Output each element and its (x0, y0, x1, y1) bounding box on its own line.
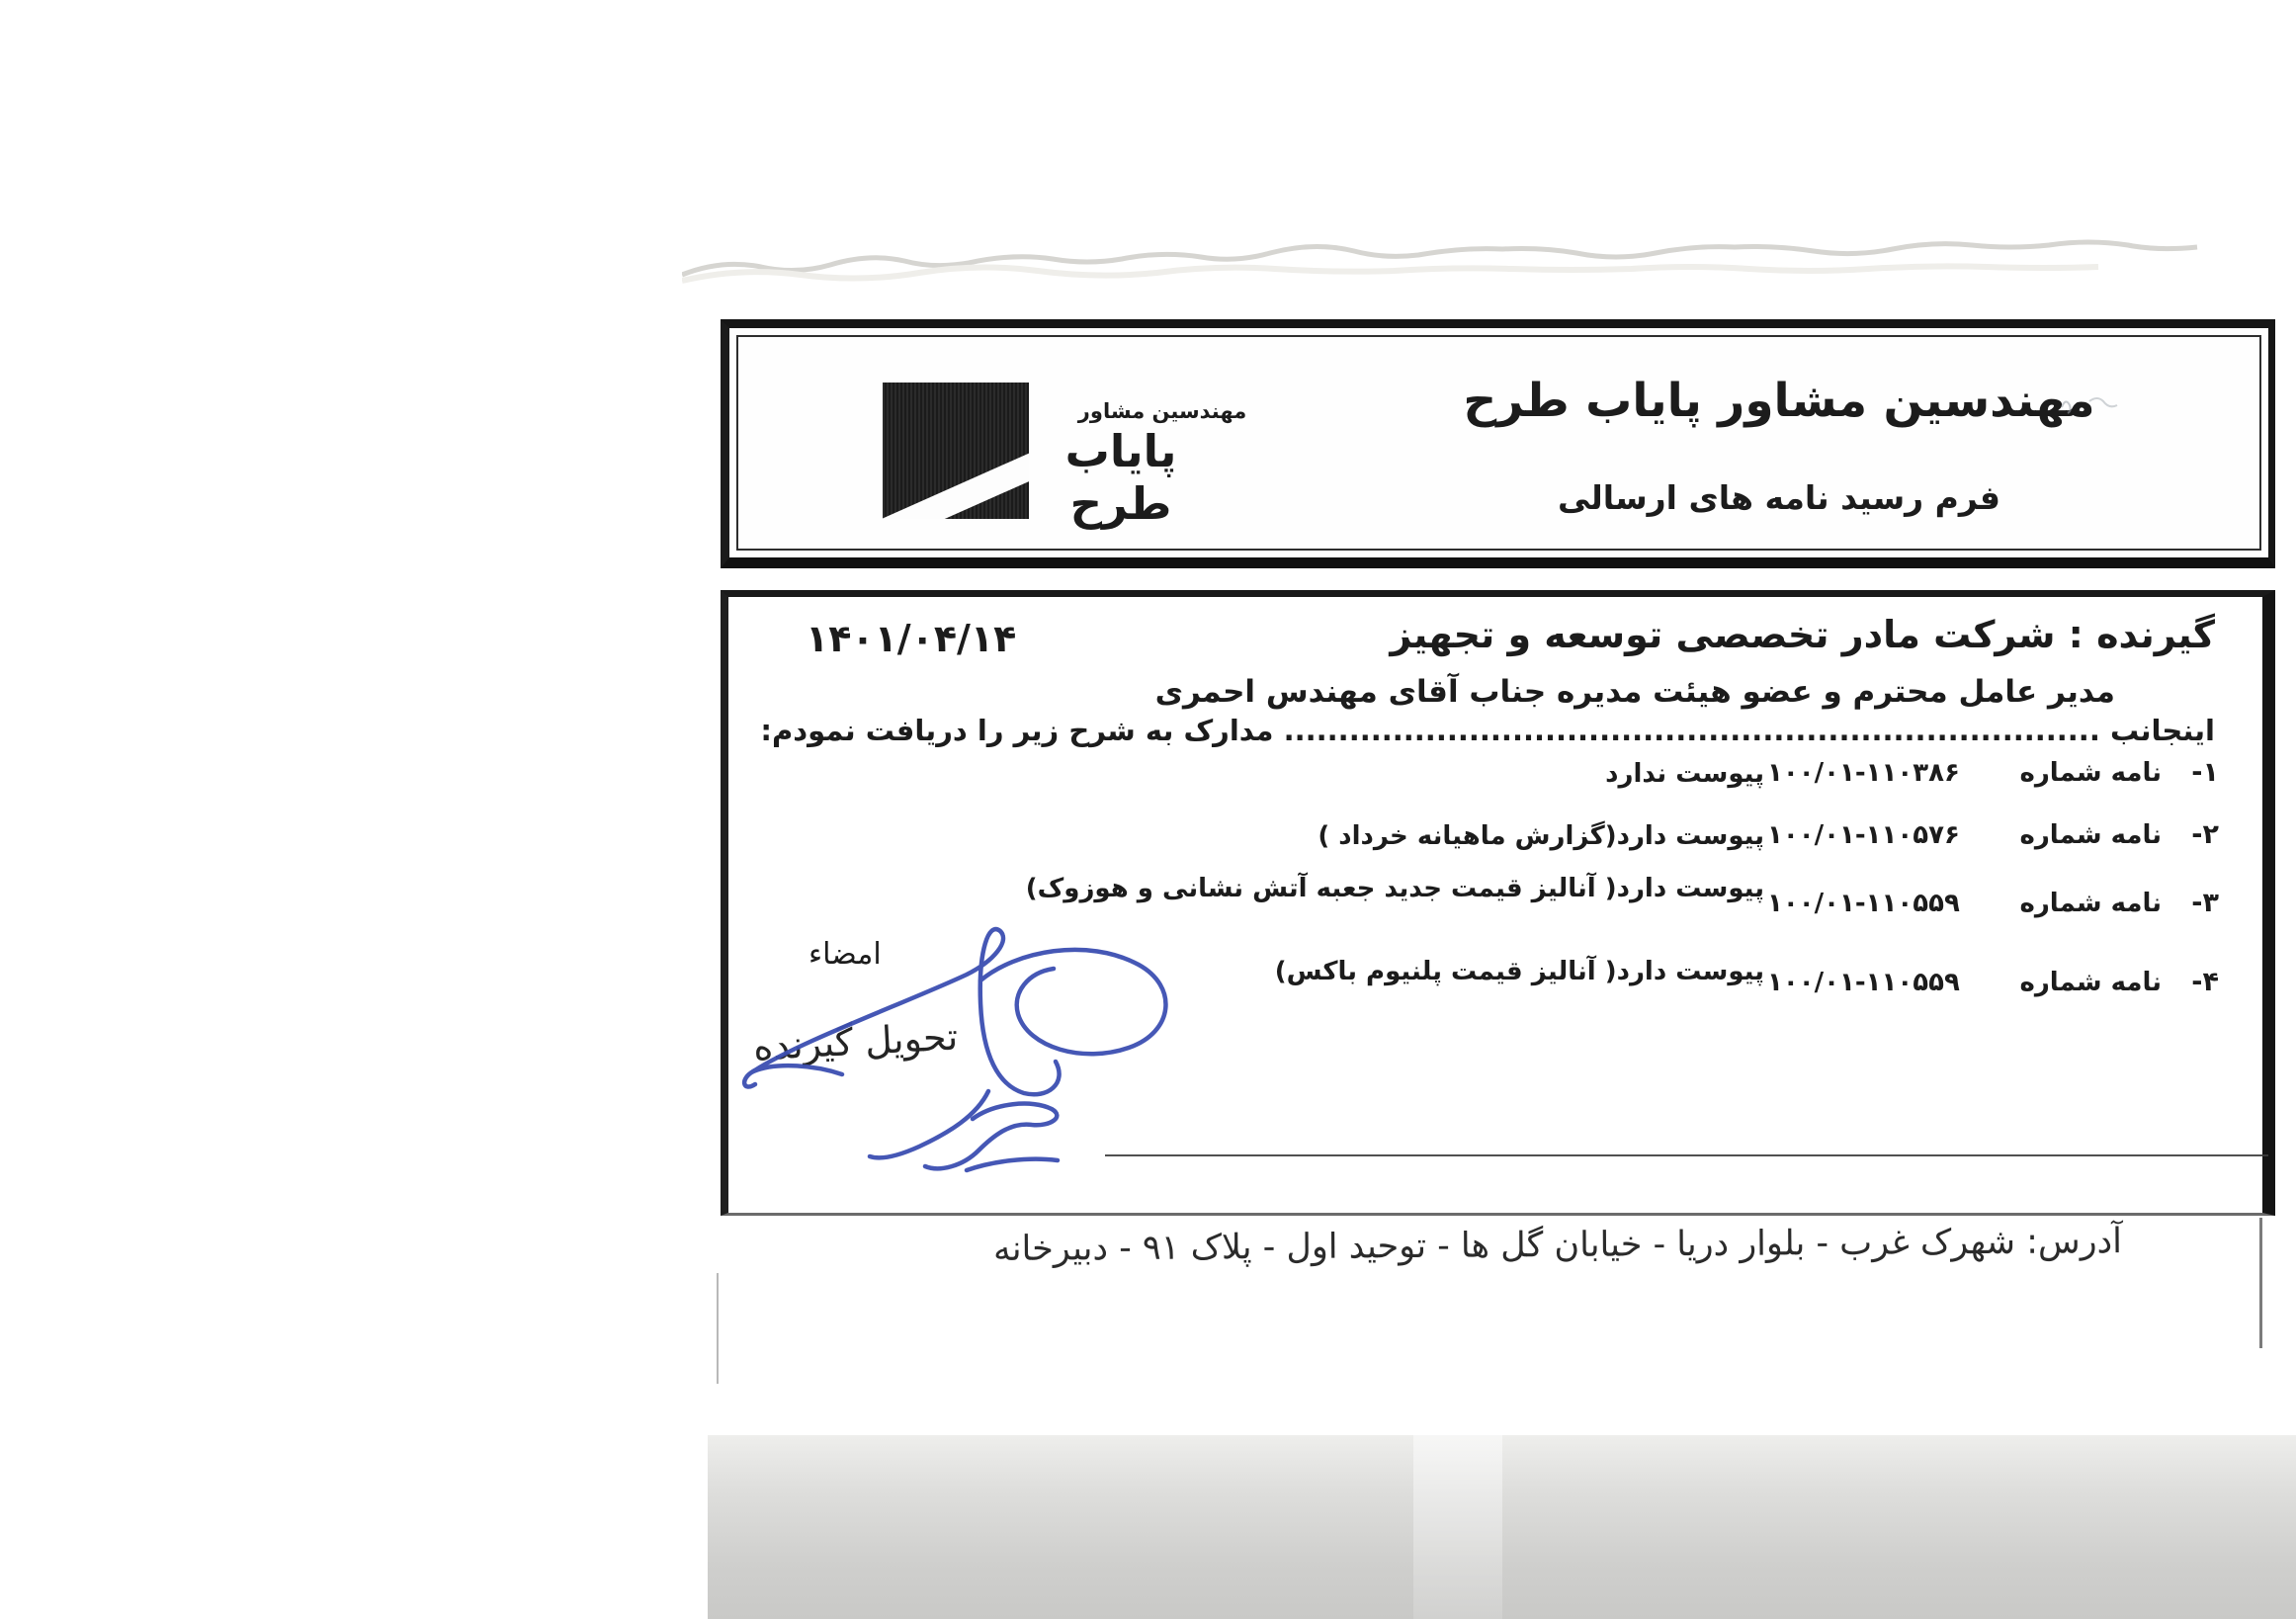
letter-label: نامه شماره (2019, 889, 2162, 918)
declaration-prefix: اینجانب (2099, 714, 2215, 747)
page-subtitle: فرم رسید نامه های ارسالی (1558, 478, 2000, 517)
attachment-note: پیوست دارد(گزارش ماهیانه خرداد ) (1318, 821, 1764, 851)
letter-label: نامه شماره (2019, 758, 2162, 788)
page-title: مهندسین مشاور پایاب طرح (1463, 374, 2095, 428)
declaration-line (760, 714, 2215, 747)
logo-wordmark-small: مهندسین مشاور (1077, 399, 1247, 423)
row-number: ۱- (2191, 757, 2219, 788)
signature-rule-line (1105, 1154, 2268, 1156)
address-line: آدرس: شهرک غرب - بلوار دریا - خیابان گل ها - توحید اول - پلاک ۹۱ - دبیرخانه (992, 1222, 2123, 1269)
letter-number: ۱۰۰/۰۱-۱۱۰۵۵۹ (1767, 968, 1960, 997)
faint-pencil-mark (2056, 387, 2125, 419)
attachment-note: پیوست دارد( آنالیز قیمت پلنیوم باکس) (1274, 957, 1764, 986)
letter-number: ۱۰۰/۰۱-۱۱۰۳۸۶ (1767, 758, 1960, 788)
date-value: ۱۴۰۱/۰۴/۱۴ (806, 617, 1017, 660)
letter-label: نامه شماره (2019, 820, 2162, 850)
letter-row (1767, 757, 2219, 788)
scanner-band-streak (1413, 1435, 1502, 1619)
attachment-note: پیوست ندارد (1605, 759, 1764, 789)
letter-number: ۱۰۰/۰۱-۱۱۰۵۵۹ (1767, 889, 1960, 918)
receiver-label: تحویل گیرنده (751, 1014, 960, 1069)
attachment-note: پیوست دارد( آنالیز قیمت جدید جعبه آتش نشانی و هوزوک) (1025, 874, 1764, 903)
letter-row (1767, 967, 2219, 997)
letter-row (1767, 819, 2219, 850)
declaration-dotted-blank: ........................................................................... (1283, 714, 2100, 747)
torn-paper-edge (682, 237, 2296, 297)
row-number: ۳- (2191, 888, 2219, 918)
letter-row (1767, 888, 2219, 918)
company-logo-icon (883, 383, 1029, 519)
declaration-suffix: مدارک به شرح زیر را دریافت نمودم: (760, 714, 1284, 747)
signature-label: امضاء (808, 937, 882, 972)
recipient-line-1: گیرنده : شرکت مادر تخصصی توسعه و تجهیز (1390, 613, 2215, 656)
letter-number: ۱۰۰/۰۱-۱۱۰۵۷۶ (1767, 820, 1960, 850)
recipient-line-2: مدیر عامل محترم و عضو هیئت مدیره جناب آقای مهندس احمری (1154, 674, 2115, 710)
row-number: ۲- (2191, 819, 2219, 850)
logo-wordmark-big: پایاب طرح (1064, 425, 1177, 530)
left-border-tail-line (717, 1273, 719, 1384)
row-number: ۴- (2191, 967, 2219, 997)
right-border-tail-line (2259, 1218, 2262, 1348)
handwritten-signature (729, 911, 1248, 1203)
letter-label: نامه شماره (2019, 968, 2162, 997)
